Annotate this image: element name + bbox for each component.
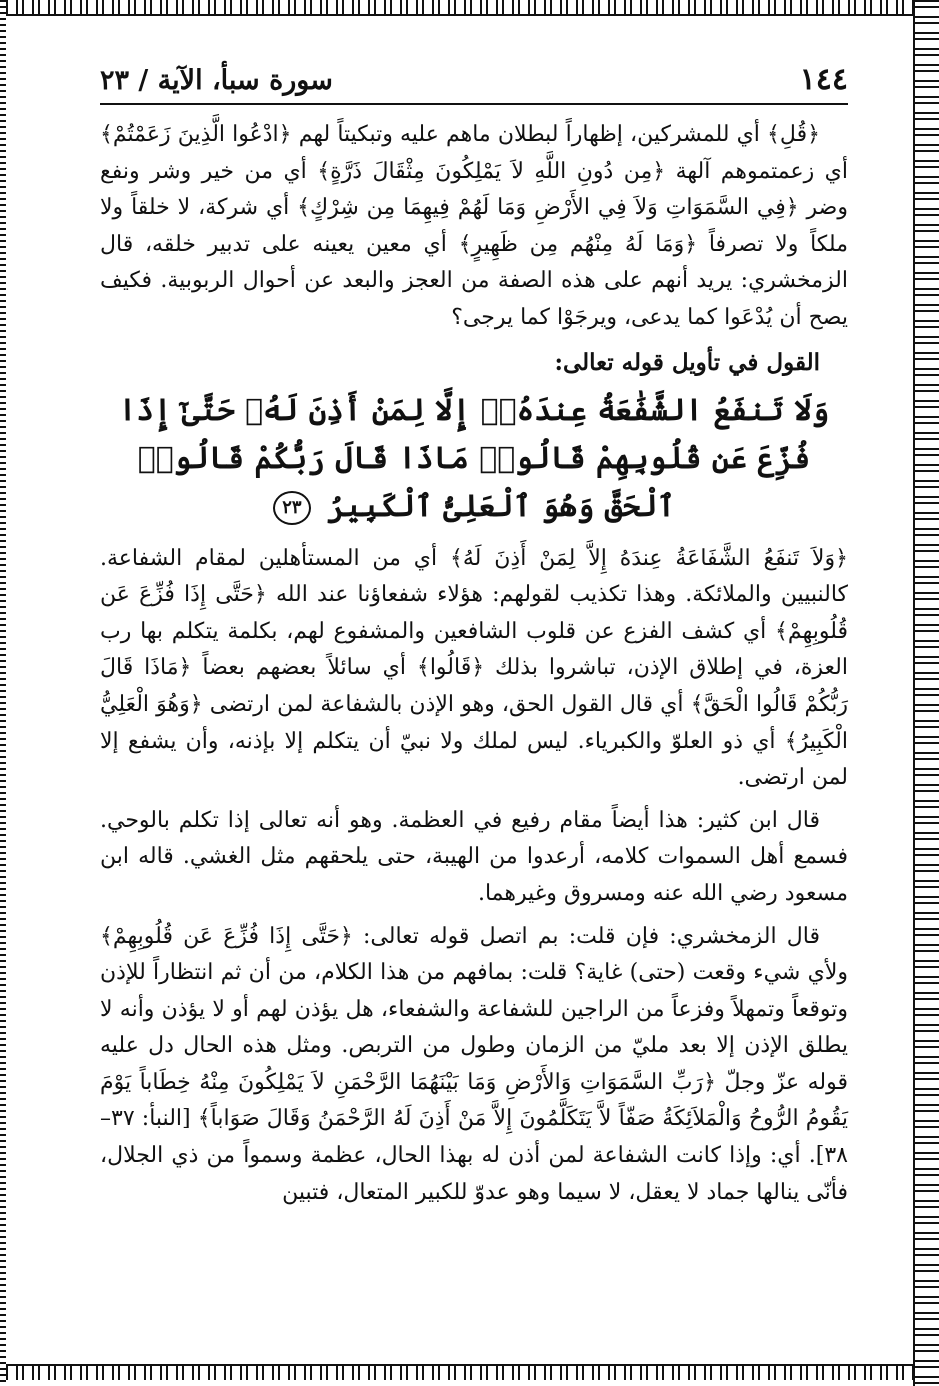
ornamental-border-bottom [0, 1364, 939, 1380]
paragraph-3: قال ابن كثير: هذا أيضاً مقام رفيع في العظمة. وهو أنه تعالى إذا تكلم بالوحي. فسمع أهل السموات كلامه، أرعدوا من الهيبة، حتى يلحقهم مثل الغشي. قاله ابن مسعود رضي الله عنه ومسروق وغيرهما. [100, 807, 848, 906]
verse-number-marker: ٢٣ [273, 491, 311, 525]
paragraph-1: ﴿قُلِ﴾ أي للمشركين، إظهاراً لبطلان ماهم عليه وتبكيتاً لهم ﴿ادْعُوا الَّذِينَ زَعَمْتُمْ﴾ أي زعمتموهم آلهة ﴿مِن دُونِ اللَّهِ لاَ يَمْلِكُونَ مِثْقَالَ ذَرَّةٍ﴾ أي من خير وشر ونفع وضر ﴿فِي السَّمَوَاتِ وَلاَ فِي الأَرْضِ وَمَا لَهُمْ فِيهِمَا مِن شِرْكٍ﴾ أي شركة، لا خلقاً ولا ملكاً ولا تصرفاً ﴿وَمَا لَهُ مِنْهُم مِن ظَهِيرٍ﴾ أي معين يعينه على تدبير خلقه، قال الزمخشري: يريد أنهم على هذه الصفة من العجز والبعد عن أحوال الربوبية. فكيف يصح أن يُدْعَوا كما يدعى، ويرجَوْا كما يرجى؟ [100, 122, 848, 330]
verse-text: وَلَا تَنفَعُ الشَّفَٰعَةُ عِندَهُۥٓ إِلَّا لِمَنْ أَذِنَ لَهُۥ حَتَّىٰٓ إِذَا فُزِّعَ عَن قُلُوبِهِمْ قَالُوا۟ مَاذَا قَالَ رَبُّكُمْ قَالُوا۟ ٱلْحَقَّ وَهُوَ ٱلْعَلِىُّ ٱلْكَبِيرُ [118, 392, 830, 524]
ornamental-border-right [913, 0, 939, 1386]
running-header [100, 62, 848, 105]
paragraph-2: ﴿وَلاَ تَنفَعُ الشَّفَاعَةُ عِندَهُ إِلاَّ لِمَنْ أَذِنَ لَهُ﴾ أي من المستأهلين لمقام الشفاعة. كالنبيين والملائكة. وهذا تكذيب لقولهم: هؤلاء شفعاؤنا عند الله ﴿حَتَّى إِذَا فُزِّعَ عَن قُلُوبِهِمْ﴾ أي كشف الفزع عن قلوب الشافعين والمشفوع لهم، بكلمة يتكلم بها رب العزة، في إطلاق الإذن، تباشروا بذلك ﴿قَالُوا﴾ أي سائلاً بعضهم بعضاً ﴿مَاذَا قَالَ رَبُّكُمْ قَالُوا الْحَقَّ﴾ أي قال القول الحق، وهو الإذن بالشفاعة لمن ارتضى ﴿وَهُوَ الْعَلِيُّ الْكَبِيرُ﴾ أي ذو العلوّ والكبرياء. ليس لملك ولا نبيّ أن يتكلم إلا بإذنه، وأن يشفع إلا لمن ارتضى. [100, 545, 848, 791]
book-page [100, 62, 848, 1352]
running-title: سورة سبأ، الآية / ٢٣ [100, 65, 333, 96]
ornamental-border-top [0, 0, 939, 16]
paragraph-4: قال الزمخشري: فإن قلت: بم اتصل قوله تعالى: ﴿حَتَّى إِذَا فُزِّعَ عَن قُلُوبِهِمْ﴾ ولأي شيء وقعت (حتى) غاية؟ قلت: بمافهم من هذا الكلام، من أن ثم انتظاراً للإذن وتوقعاً وتمهلاً وفزعاً من الراجين للشفاعة والشفعاء، هل يؤذن لهم أو لا يؤذن وأنه لا يطلق الإذن إلا بعد مليّ من الزمان وطول من التربص. ومثل هذه الحال دل عليه قوله عزّ وجلّ ﴿رَبِّ السَّمَوَاتِ وَالأَرْضِ وَمَا بَيْنَهُمَا الرَّحْمَنِ لاَ يَمْلِكُونَ مِنْهُ خِطَاباً يَوْمَ يَقُومُ الرُّوحُ وَالْمَلاَئِكَةُ صَفّاً لاَّ يَتَكَلَّمُونَ إِلاَّ مَنْ أَذِنَ لَهُ الرَّحْمَنُ وَقَالَ صَوَاباً﴾ [النبأ: ٣٧– ٣٨]. أي: وإذا كانت الشفاعة لمن أذن له بهذا الحال، عظمة وسمواً من ذي الجلال، فأنّى ينالها جماد لا يعقل، لا سيما وهو عدوّ للكبير المتعال، فتبين [100, 923, 848, 1205]
quran-verse [100, 387, 848, 531]
page-number: ١٤٤ [799, 62, 848, 97]
ornamental-border-left [0, 0, 6, 1386]
section-heading: القول في تأويل قوله تعالى: [554, 348, 820, 376]
